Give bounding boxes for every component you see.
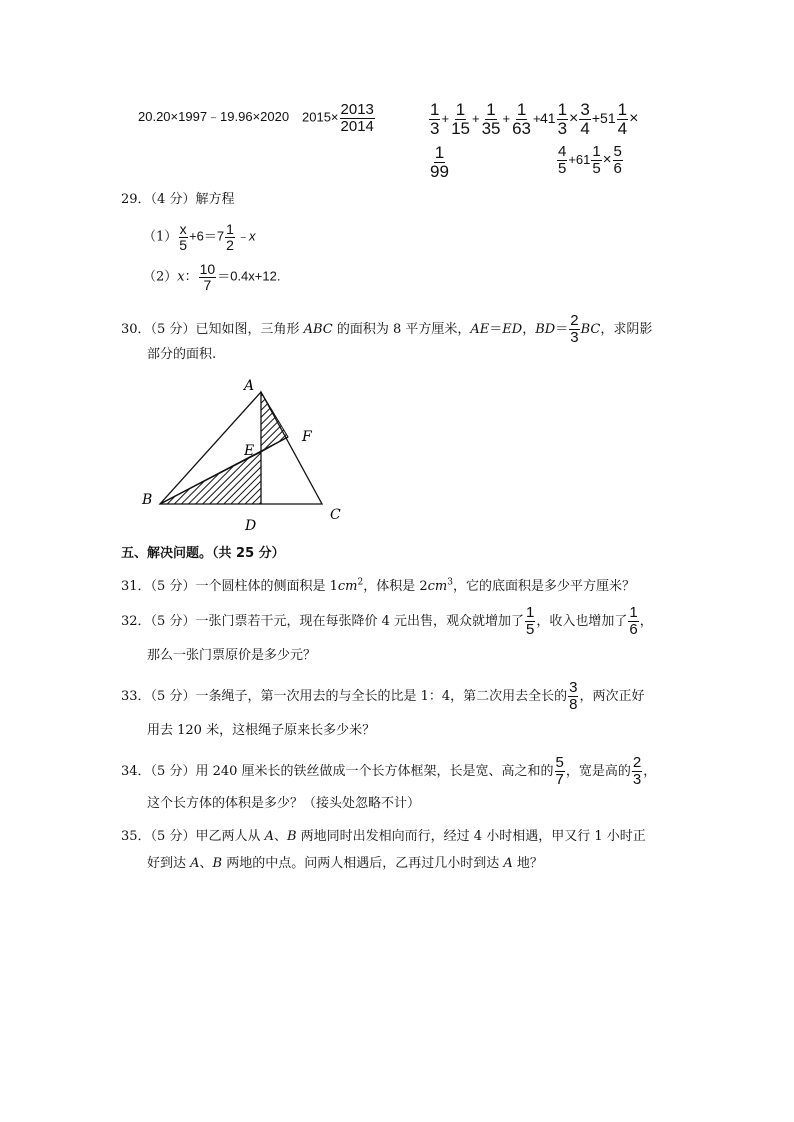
label-a: A [244, 378, 255, 394]
superscript: 2 [357, 577, 364, 588]
calc-expression-1: 20.20×1997﹣19.96×2020 [138, 109, 290, 124]
equation-text: ﹣x [235, 228, 256, 244]
question-text: ， [639, 613, 653, 629]
question-text: 两地的中点。问两人相遇后，乙再过几小时到达 [222, 856, 504, 871]
question-29-heading: 29．（4 分）解方程 [121, 192, 235, 207]
fraction-denominator: 5 [558, 159, 567, 177]
fraction-denominator: 5 [525, 620, 535, 638]
equation-text: ＝0.4x+12. [217, 268, 281, 284]
plus-sign: + [502, 110, 511, 126]
plus-sign: + [441, 110, 450, 126]
fraction-denominator: 4 [580, 118, 590, 138]
question-text: 32．（5 分）一张门票若干元，现在每张降价 4 元出售，观众就增加了 [121, 613, 524, 629]
question-30-line-2: 部分的面积. [147, 347, 217, 362]
fraction-numerator: 1 [486, 100, 496, 119]
whole-number: +61 [568, 151, 591, 167]
shaded-triangle-aef [261, 392, 288, 452]
question-31 [121, 577, 635, 594]
question-33-line-2: 用去 120 米，这根绳子原来长多少米？ [147, 723, 376, 738]
fraction-numerator: 2013 [340, 101, 374, 118]
equation-text: +6＝7 [189, 228, 225, 244]
fraction-numerator: 2 [570, 312, 579, 329]
fraction-numerator: 3 [580, 100, 590, 119]
question-text: ，它的底面积是多少平方厘米？ [452, 579, 635, 594]
colon: ： [184, 269, 198, 285]
fraction-denominator: 4 [617, 118, 628, 138]
fraction-numerator: 10 [199, 261, 216, 277]
part-label: （2） [143, 269, 178, 285]
label-f: F [302, 429, 312, 445]
question-text: 34．（5 分）用 240 厘米长的铁丝做成一个长方体框架，长是宽、高之和的 [121, 763, 554, 779]
fraction-numerator: 1 [516, 100, 527, 119]
question-text: 、 [273, 829, 287, 844]
question-text: 33．（5 分）一条绳子，第一次用去的与全长的比是 1：4，第二次用去全长的 [121, 688, 568, 704]
question-32-line-1 [121, 605, 653, 638]
times-sign: × [629, 109, 639, 127]
fraction-denominator: 99 [430, 161, 449, 181]
question-text: 30．（5 分）已知如图，三角形 [121, 321, 304, 337]
segment-bc: BC [580, 321, 601, 337]
calc-expression-4 [540, 101, 638, 138]
equals-sign: ＝ [555, 321, 569, 337]
place-a: A [190, 856, 200, 871]
fraction-numerator: 4 [558, 143, 567, 160]
calc-expression-2 [302, 102, 376, 135]
question-text: ，宽是高的 [565, 763, 631, 779]
fraction-denominator: 3 [430, 118, 440, 138]
fraction-numerator: 1 [629, 604, 638, 621]
fraction-denominator: 3 [570, 328, 579, 346]
label-b: B [142, 492, 153, 508]
triangle-name: ABC [303, 321, 333, 337]
question-35-line-2 [147, 857, 543, 870]
fraction-numerator: 1 [525, 604, 535, 621]
calc-expr2-prefix: 2015× [302, 109, 339, 125]
fraction-numerator: 1 [455, 100, 466, 119]
plus-sign: + [471, 110, 480, 126]
segment-ae: AE [470, 321, 490, 337]
fraction-denominator: 35 [481, 118, 501, 138]
question-text: ，收入也增加了 [536, 613, 628, 629]
label-c: C [330, 507, 341, 523]
question-text: ，体积是 2 [363, 579, 428, 594]
fraction-numerator: 1 [430, 100, 440, 119]
unit-cm: cm [427, 579, 448, 594]
question-text: 35．（5 分）甲乙两人从 [121, 829, 265, 844]
fraction-numerator: x [179, 221, 187, 237]
fraction-numerator: 1 [617, 100, 628, 119]
fraction-numerator: 1 [557, 100, 568, 119]
question-30-line-1 [121, 313, 652, 346]
times-sign: × [602, 150, 612, 168]
fraction-denominator: 3 [557, 118, 568, 138]
fraction-denominator: 2 [226, 236, 234, 253]
question-text: 31．（5 分）一个圆柱体的侧面积是 1 [121, 579, 338, 594]
question-29-part-1 [143, 222, 255, 252]
fraction-denominator: 6 [613, 159, 622, 177]
fraction-numerator: 3 [569, 679, 578, 696]
fraction-numerator: 5 [555, 754, 564, 771]
part-label: （1） [143, 229, 178, 245]
unit-cm: cm [337, 579, 358, 594]
question-text: 地？ [512, 856, 543, 871]
fraction-numerator: 1 [226, 221, 234, 237]
question-text: ，求阴影 [600, 321, 653, 337]
fraction-denominator: 7 [555, 770, 564, 788]
place-b: B [286, 829, 297, 844]
fraction-denominator: 8 [569, 695, 578, 713]
fraction-denominator: 3 [632, 770, 642, 788]
superscript: 3 [447, 577, 453, 588]
question-text: 、 [199, 856, 213, 871]
question-34-line-1 [121, 755, 656, 788]
times-sign: × [569, 109, 579, 127]
place-b: B [212, 856, 223, 871]
label-e: E [244, 443, 255, 459]
fraction-denominator: 6 [629, 620, 638, 638]
question-text: ， [643, 763, 657, 779]
whole-number: 41 [540, 109, 556, 126]
whole-number: +51 [591, 109, 616, 126]
fraction-numerator: 1 [434, 143, 445, 162]
place-a: A [503, 856, 513, 871]
fraction-denominator: 7 [203, 276, 212, 293]
fraction-denominator: 5 [179, 236, 188, 253]
segment-bd: BD [535, 321, 556, 337]
fraction-numerator: 5 [613, 143, 622, 160]
fraction-denominator: 5 [592, 159, 601, 177]
triangle-figure [140, 375, 350, 537]
label-d: D [245, 518, 257, 534]
variable-x: x [177, 269, 185, 285]
fraction-denominator: 15 [451, 118, 470, 138]
fraction-numerator: 1 [592, 143, 601, 160]
fraction-denominator: 2014 [340, 117, 374, 135]
fraction-numerator: 2 [632, 754, 642, 771]
question-33-line-1 [121, 680, 644, 713]
fraction-denominator: 63 [512, 118, 532, 138]
question-35-line-1 [121, 830, 646, 843]
question-text: ，两次正好 [579, 688, 645, 704]
segment-ed: ED [502, 321, 523, 337]
comma: ， [522, 321, 536, 337]
question-text: 两地同时出发相向而行，经过 4 小时相遇，甲又行 1 小时正 [296, 829, 646, 844]
equals-sign: ＝ [489, 321, 503, 337]
question-32-line-2: 那么一张门票原价是多少元？ [147, 648, 317, 663]
question-text: 好到达 [147, 856, 191, 871]
calc-expression-3-line2 [428, 144, 451, 181]
question-34-line-2: 这个长方体的体积是多少？（接头处忽略不计） [147, 796, 421, 811]
question-text: 的面积为 8 平方厘米， [332, 321, 471, 337]
question-29-part-2 [143, 262, 280, 292]
section-5-heading: 五、解决问题。（共 25 分） [121, 546, 285, 561]
place-a: A [264, 829, 274, 844]
plus-sign: + [533, 110, 541, 126]
calc-expression-3 [428, 101, 541, 138]
calc-expression-4-line2 [556, 144, 624, 177]
